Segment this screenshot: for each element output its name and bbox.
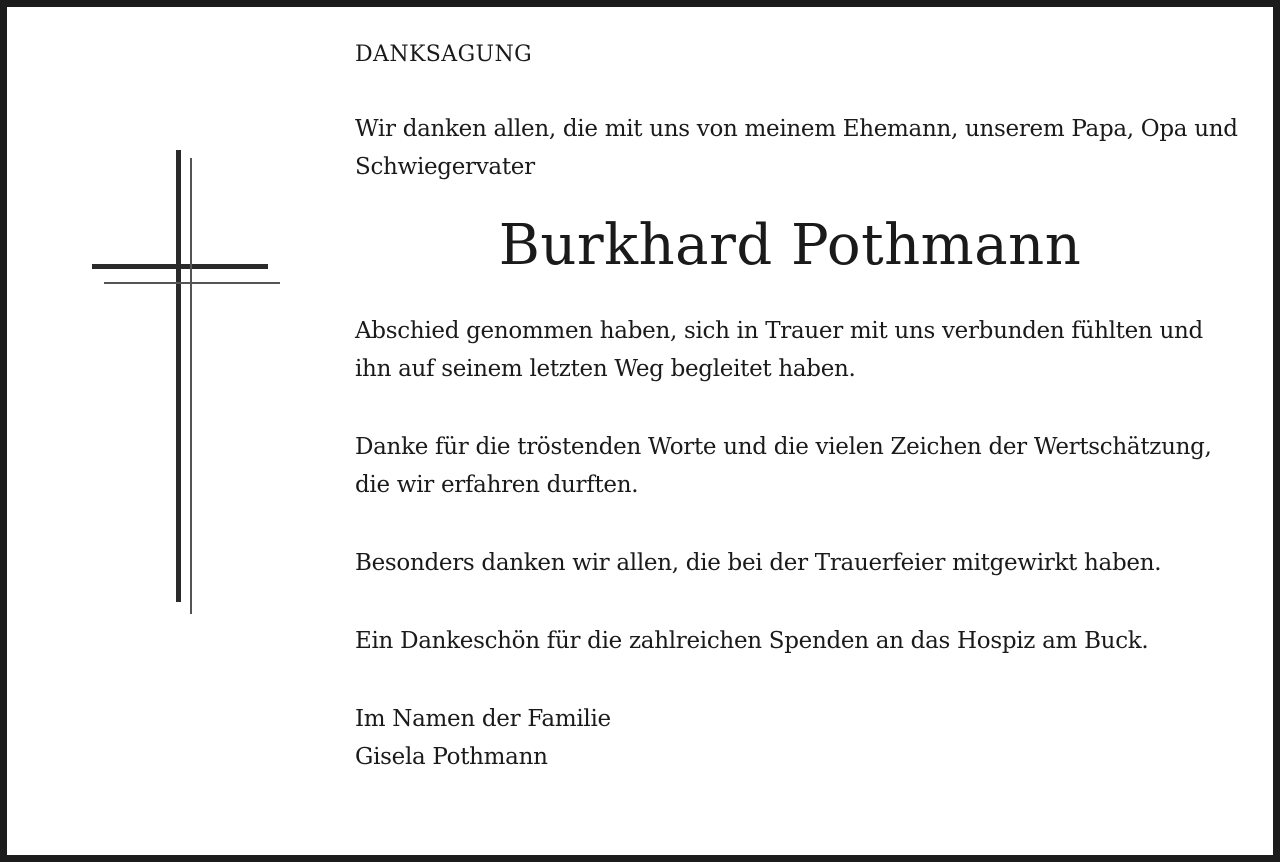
- paragraph-donations: Ein Dankeschön für die zahlreichen Spenden an das Hospiz am Buck.: [355, 628, 1149, 654]
- cross-shadow-vertical: [190, 158, 192, 614]
- intro-paragraph: Wir danken allen, die mit uns von meinem Ehemann, unserem Papa, Opa und Schwiegervater: [355, 116, 1238, 180]
- deceased-name: Burkhard Pothmann: [498, 213, 1082, 278]
- paragraph-thanks-ceremony: Besonders danken wir allen, die bei der Trauerfeier mitgewirkt haben.: [355, 550, 1162, 576]
- cross-main-vertical: [176, 150, 181, 602]
- paragraph-thanks-words: Danke für die tröstenden Worte und die vielen Zeichen der Wertschätzung, die wir erfahren durften.: [355, 434, 1212, 498]
- cross-main-horizontal: [92, 264, 268, 269]
- cross-icon: [0, 0, 300, 640]
- cross-shadow-horizontal: [104, 282, 280, 284]
- closing-line: Im Namen der Familie: [355, 706, 611, 732]
- paragraph-farewell: Abschied genommen haben, sich in Trauer mit uns verbunden fühlten und ihn auf seinem letzten Weg begleitet haben.: [355, 318, 1203, 382]
- notice-body: [355, 36, 1245, 776]
- signature: Gisela Pothmann: [355, 744, 548, 770]
- notice-heading: DANKSAGUNG: [355, 42, 533, 67]
